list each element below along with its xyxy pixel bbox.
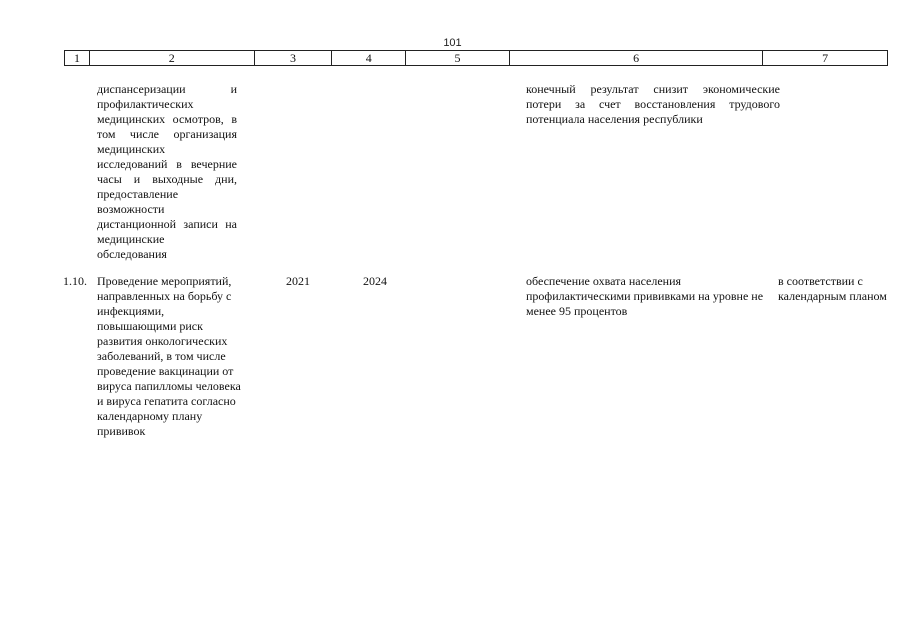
column-header-6: 6 [510, 51, 763, 65]
column-header-4: 4 [332, 51, 406, 65]
row-2-start-year: 2021 [286, 274, 310, 288]
column-header-5: 5 [406, 51, 510, 65]
row-1-measure-text: диспансеризации и профилактических медицинских осмотров, в том числе организация медицинских исследований в вечерние часы и выходные дни, предоставление возможности дистанционной записи на медицинские обследования [97, 82, 237, 261]
column-header-2: 2 [90, 51, 255, 65]
table-header-row [64, 50, 888, 66]
row-2-timing-text: в соответствии с календарным планом [778, 274, 887, 303]
row-2-end-year: 2024 [363, 274, 387, 288]
row-2-number: 1.10. [63, 274, 87, 288]
column-header-1: 1 [65, 51, 90, 65]
column-header-7: 7 [822, 51, 829, 65]
page-number: 101 [443, 37, 462, 49]
row-2-result-text: обеспечение охвата населения профилактическими прививками на уровне не менее 95 процентов [526, 274, 764, 318]
row-1-result-text: конечный результат снизит экономические потери за счет восстановления трудового потенциала населения республики [526, 82, 780, 126]
row-2-measure-text: Проведение мероприятий, направленных на борьбу с инфекциями, повышающими риск развития онкологических заболеваний, в том числе проведение вакцинации от вируса папилломы человека и вируса гепатита согласно календарному плану прививок [97, 274, 241, 438]
column-header-3: 3 [255, 51, 333, 65]
